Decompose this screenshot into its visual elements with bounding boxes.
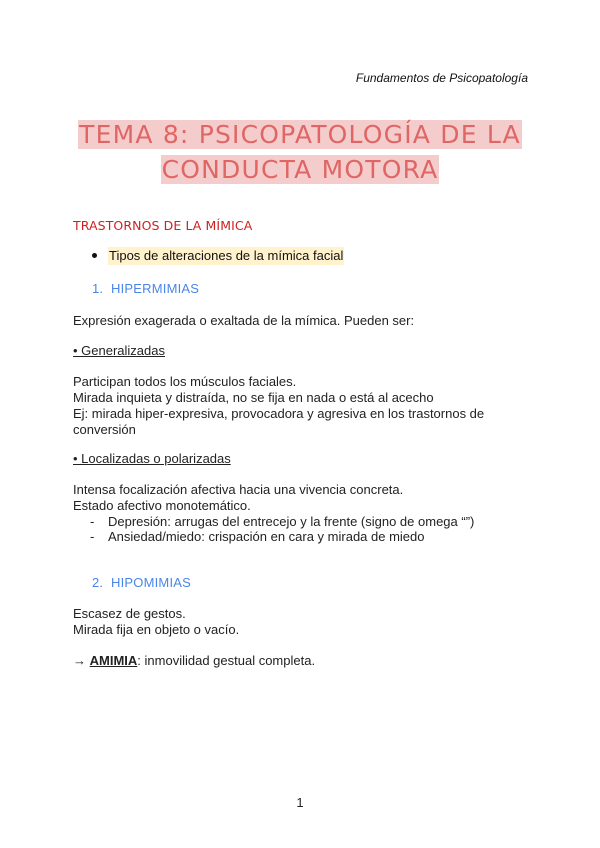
paragraph-localizadas: Intensa focalización afectiva hacia una vivencia concreta. Estado afectivo monotemático. [73, 482, 404, 513]
highlighted-text: Tipos de alteraciones de la mímica facial [109, 248, 344, 263]
list-item: - Depresión: arrugas del entrecejo y la frente (signo de omega “”) [90, 514, 475, 529]
bullet-dot-icon [92, 253, 97, 258]
section-heading: TRASTORNOS DE LA MÍMICA [73, 218, 253, 233]
subheading-generalizadas: • Generalizadas [73, 343, 165, 358]
paragraph-intro: Expresión exagerada o exaltada de la mímica. Pueden ser: [73, 313, 415, 328]
running-header: Fundamentos de Psicopatología [355, 71, 528, 85]
subheading-localizadas: • Localizadas o polarizadas [73, 451, 231, 466]
paragraph-hipomimias: Escasez de gestos. Mirada fija en objeto o vacío. [73, 606, 240, 637]
heading-hipermimias: 1. HIPERMIMIAS [92, 281, 200, 296]
page-title-line-2: CONDUCTA MOTORA [161, 155, 439, 184]
paragraph-generalizadas: Participan todos los músculos faciales. Mirada inquieta y distraída, no se fija en nada o está al acecho Ej: mirada hiper-expresiva, provocadora y agresiva en los trastornos de conversión [73, 374, 485, 437]
bullet-item [92, 248, 344, 263]
heading-hipomimias: 2. HIPOMIMIAS [92, 575, 192, 590]
page-number: 1 [296, 795, 304, 810]
list-item: - Ansiedad/miedo: crispación en cara y mirada de miedo [90, 529, 425, 544]
term-amimia: AMIMIA [89, 653, 138, 668]
arrow-right-icon: → [73, 653, 86, 668]
page-title-line-1: TEMA 8: PSICOPATOLOGÍA DE LA [79, 120, 521, 149]
amimia-definition: → AMIMIA: inmovilidad gestual completa. [73, 653, 316, 668]
